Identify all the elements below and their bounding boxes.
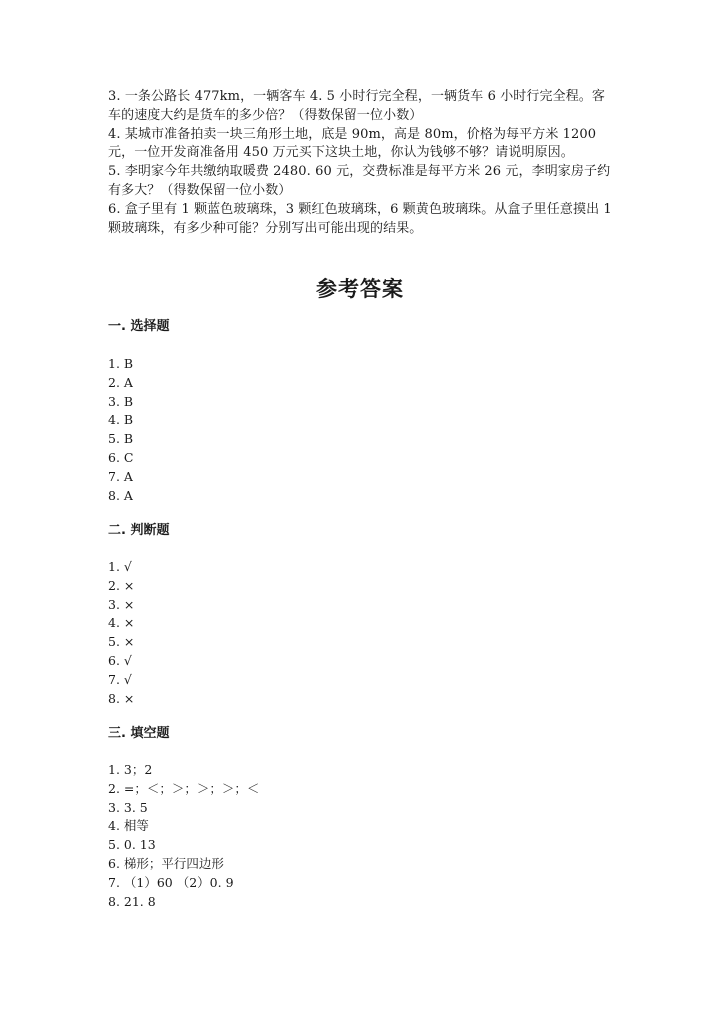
answer-item: 5. B — [108, 431, 134, 447]
answer-item: 2. =；＜；＞；＞；＞；＜ — [108, 780, 260, 796]
answer-item: 7. （1）60 （2）0. 9 — [108, 874, 234, 890]
answer-item: 1. √ — [108, 559, 132, 574]
problem-3: 3. 一条公路长 477km，一辆客车 4. 5 小时行完全程，一辆货车 6 小时行完全程。客车的速度大约是货车的多少倍？（得数保留一位小数） — [108, 89, 605, 123]
section-title-judgement: 二. 判断题 — [108, 523, 170, 538]
section-title-choice: 一. 选择题 — [108, 319, 170, 334]
answer-list-choice — [108, 355, 133, 505]
answer-item: 8. 21. 8 — [108, 893, 156, 909]
answer-item: 1. B — [108, 356, 134, 371]
answer-item: 4. × — [108, 615, 135, 631]
section-title-fill-in: 三. 填空题 — [108, 726, 170, 741]
answer-item: 6. C — [108, 449, 134, 465]
problem-list — [108, 88, 616, 238]
problem-6: 6. 盒子里有 1 颗蓝色玻璃珠，3 颗红色玻璃珠，6 颗黄色玻璃珠。从盒子里任意摸出 1 颗玻璃珠，有多少种可能？分别写出可能出现的结果。 — [108, 201, 612, 236]
answer-item: 1. 3；2 — [108, 762, 153, 777]
answer-item: 3. × — [108, 596, 135, 612]
answer-item: 2. A — [108, 374, 133, 390]
answer-item: 7. A — [108, 468, 133, 484]
answer-item: 6. 梯形；平行四边形 — [108, 855, 224, 871]
answer-item: 6. √ — [108, 652, 132, 668]
answer-item: 3. 3. 5 — [108, 799, 148, 815]
problem-5: 5. 李明家今年共缴纳取暖费 2480. 60 元，交费标准是每平方米 26 元，李明家房子约有多大？（得数保留一位小数） — [108, 164, 611, 198]
answer-item: 2. × — [108, 577, 135, 593]
answer-item: 7. √ — [108, 671, 132, 687]
answer-list-fill-in — [108, 761, 259, 911]
answer-item: 5. 0. 13 — [108, 837, 156, 853]
answer-item: 3. B — [108, 393, 134, 409]
problem-4: 4. 某城市准备拍卖一块三角形土地，底是 90m，高是 80m，价格为每平方米 1200 元，一位开发商准备用 450 万元买下这块土地，你认为钱够不够？请说明原因。 — [108, 126, 597, 161]
answer-item: 8. A — [108, 487, 133, 503]
answer-item: 5. × — [108, 634, 135, 650]
answer-item: 4. B — [108, 412, 134, 428]
answer-list-judgement — [108, 558, 134, 708]
answer-item: 8. × — [108, 690, 135, 706]
answer-key-title: 参考答案 — [316, 277, 404, 301]
answer-item: 4. 相等 — [108, 818, 149, 834]
